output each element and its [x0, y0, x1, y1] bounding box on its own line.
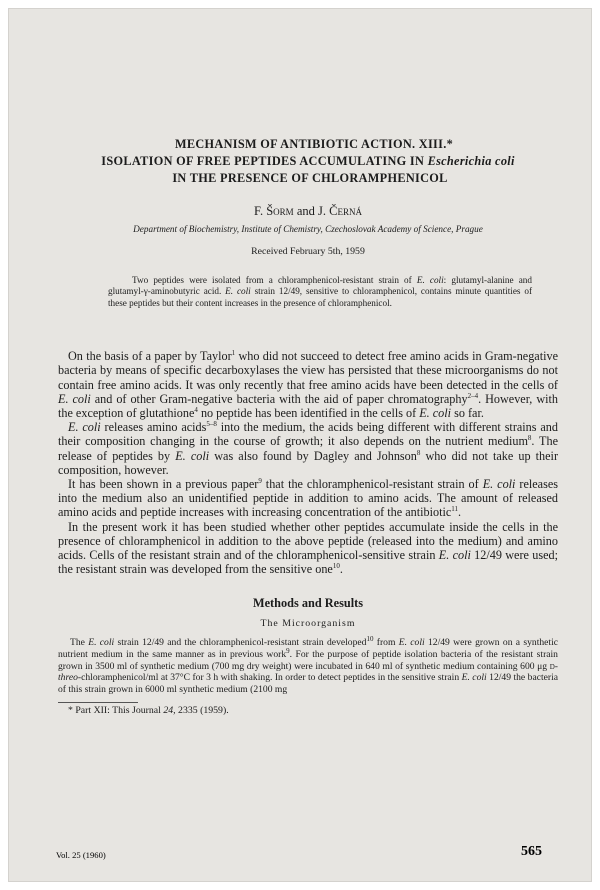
title-line-1: MECHANISM OF ANTIBIOTIC ACTION. XIII.* — [174, 137, 454, 151]
article-title — [58, 136, 558, 187]
page-number: 565 — [521, 844, 542, 859]
methods-text: The E. coli strain 12/49 and the chloramphenicol-resistant strain developed$^{10}$ from E. coli 12/49 were grown on a synthetic nutrient medium in the same manner as in previous work$^9$. For the purpose of peptide isolation bacteria of the resistant strain grown in 3500 ml of synthetic medium (700 mg dry weight) were incubated in 640 ml of synthetic medium containing 600 μg d-threo-chloramphenicol/ml at 37°C for 3 h with shaking. In order to detect peptides in the sensitive strain E. coli 12/49 the bacteria of this strain grown in 6000 ml synthetic medium (2100 mg — [58, 635, 559, 695]
received-date: Received February 5th, 1959 — [251, 246, 365, 257]
footnote: * Part XII: This Journal 24, 2335 (1959). — [58, 702, 558, 716]
subsection-heading: The Microorganism — [260, 618, 356, 630]
author-1: Šorm — [266, 204, 294, 218]
paragraph: E. coli releases amino acids$^{5-8}$ into the medium, the acids being different with different strains and their composition changing in the course of growth; it also depends on the nutrient medium$^8$. The release of peptides by E. coli was also found by Dagley and Johnson$^8$ who did not take up their composition, however. — [58, 420, 559, 477]
paragraph: On the basis of a paper by Taylor$^1$ who did not succeed to detect free amino acids in Gram-negative bacteria by means of specific decarboxylases the view has persisted that these microorganisms do not contain free amino acids. It was only recently that free amino acids have been detected in the cells of E. coli and of other Gram-negative bacteria with the aid of paper chromatography$^{2-4}$. However, with the exception of glutathione$^4$ no peptide has been identified in the cells of E. coli so far. — [58, 349, 558, 421]
affiliation: Department of Biochemistry, Institute of Chemistry, Czechoslovak Academy of Science, Prague — [133, 224, 483, 234]
article — [58, 136, 558, 716]
author-line: F. Šorm and J. Černá — [254, 204, 362, 218]
title-line-3: IN THE PRESENCE OF CHLORAMPHENICOL — [172, 171, 448, 185]
section-heading: Methods and Results — [252, 596, 363, 611]
volume-info: Vol. 25 (1960) — [56, 850, 106, 860]
paragraph: It has been shown in a previous paper$^9$ that the chloramphenicol-resistant strain of E. coli releases into the medium also an unidentified peptide in addition to amino acids. The amount of released amino acids and peptide increases with increasing concentration of the antibiotic$^{11}$. — [58, 476, 558, 520]
page-sheet — [8, 8, 592, 882]
title-line-2: ISOLATION OF FREE PEPTIDES ACCUMULATING IN Escherichia coli — [101, 154, 515, 168]
author-2: Černá — [329, 204, 362, 218]
body-text — [58, 349, 558, 576]
abstract: Two peptides were isolated from a chloramphenicol-resistant strain of E. coli: glutamyl-alanine and glutamyl-γ-aminobutyric acid. E. coli strain 12/49, sensitive to chloramphenicol, contains minute quantities of these peptides but their content increases in the presence of chloramphenicol. — [108, 275, 533, 308]
paragraph: In the present work it has been studied whether other peptides accumulate inside the cells in the presence of chloramphenicol in addition to the above peptide (released into the medium) and amino acids. Cells of the resistant strain and of the chloramphenicol-sensitive strain E. coli 12/49 were used; the resistant strain was developed from the sensitive one$^{10}$. — [58, 519, 558, 577]
